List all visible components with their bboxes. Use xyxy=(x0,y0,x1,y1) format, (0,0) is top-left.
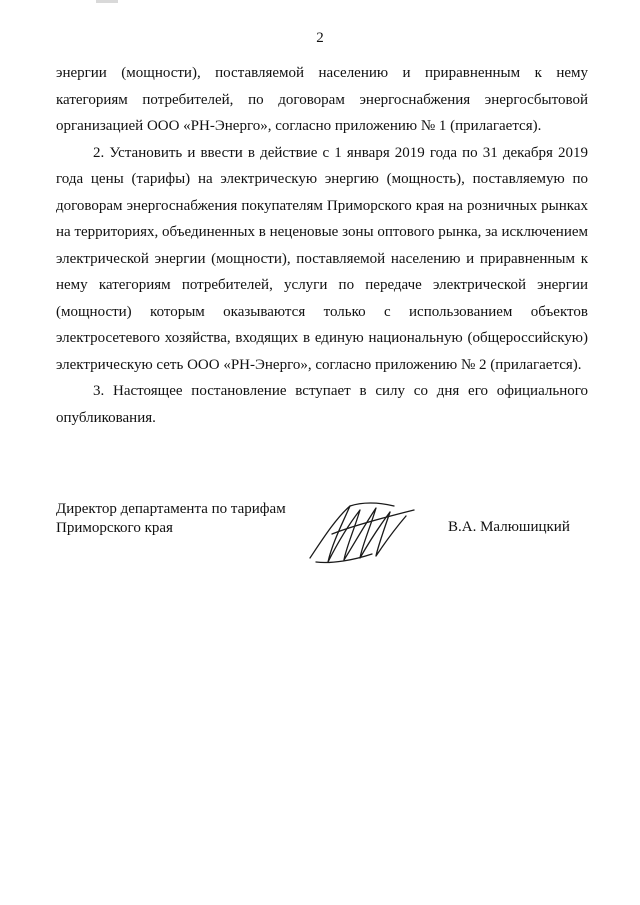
paragraph-item-3: 3. Настоящее постановление вступает в силу со дня его официального опубликования. xyxy=(56,383,588,426)
paragraph-item-2: 2. Установить и ввести в действие с 1 января 2019 года по 31 декабря 2019 года цены (тарифы) на электрическую энергию (мощность), поставляемую по договорам энергоснабжения покупателям Приморского края на розничных рынках на территориях, объединенных в неценовые зоны оптового рынка, за исключением электрической энергии (мощности), поставляемой населению и приравненным к нему категориям потребителей, услуги по передаче электрической энергии (мощности) которым оказываются только с использованием объектов электросетевого хозяйства, входящих в единую национальную (общероссийскую) электрическую сеть ООО «РН-Энерго», согласно приложению № 2 (прилагается). xyxy=(56,144,588,373)
signer-name: В.А. Малюшицкий xyxy=(448,519,570,535)
document-body xyxy=(56,60,588,431)
signature-block xyxy=(56,500,588,580)
signer-position-line-1: Директор департамента по тарифам xyxy=(56,501,286,517)
signer-position xyxy=(56,500,286,538)
paragraph-continuation: энергии (мощности), поставляемой населению и приравненным к нему категориям потребителей, по договорам энергоснабжения энергосбытовой организацией ООО «РН-Энерго», согласно приложению № 1 (прилагается). xyxy=(56,65,588,134)
page-number: 2 xyxy=(316,30,324,46)
signer-position-line-2: Приморского края xyxy=(56,520,173,536)
handwritten-signature xyxy=(302,500,432,570)
scan-artifact xyxy=(96,0,118,3)
